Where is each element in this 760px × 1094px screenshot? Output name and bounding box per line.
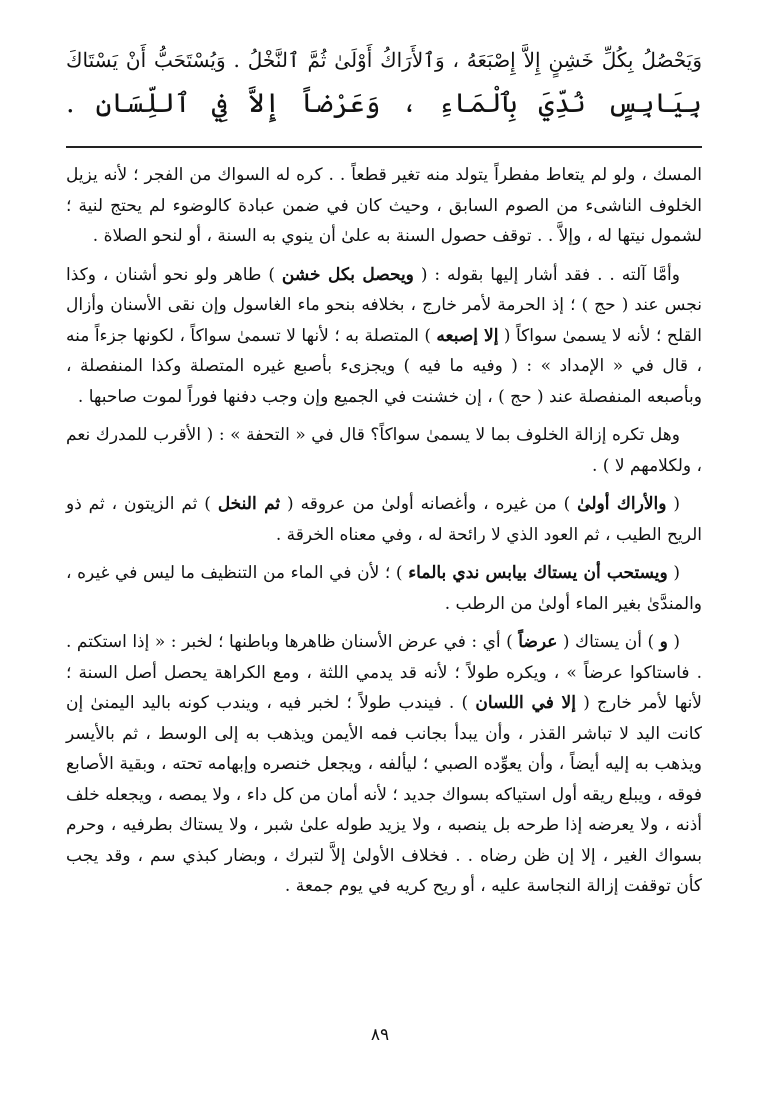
commentary-text: ) من غيره ، وأغصانه أولىٰ من عروقه ( — [280, 494, 578, 514]
commentary-text: ) أي : في عرض الأسنان ظاهرها وباطنها ؛ لخبر : « إذا استكتم . . فاستاكوا عرضاً » ، ويكره طولاً ؛ لأنه قد يدمي اللثة ، ومع الكراهة يحصل أصل السنة ؛ لأنها لأمر خارج ( — [66, 632, 703, 713]
commentary-text: ) المتصلة به ؛ لأنها لا تسمىٰ سواكاً ، لكونها جزءاً منه ، قال في « الإمداد » : ( وفيه ما فيه ) ويجزىء بأصبع غيره المتصلة وكذا المنفصلة ، وبأصبعه المنفصلة عند ( حج ) ، إن خشنت في الجميع وإن وجب دفنها فوراً لموت صاحبها . — [66, 325, 702, 407]
quoted-main-text: ثم النخل — [217, 494, 281, 514]
commentary-paragraph — [66, 627, 702, 902]
main-text-line-1: وَيَحْصُلُ بِكُلِّ خَشِنٍ إِلاَّ إِصْبَعَهُ ، وَٱلأَرَاكُ أَوْلَىٰ ثُمَّ ٱلنَّخْلُ . وَيُسْتَحَبُّ أَنْ يَسْتَاكَ — [66, 48, 702, 72]
commentary-text: المسك ، ولو لم يتعاط مفطراً يتولد منه تغير قطعاً . . كره له السواك من الفجر ؛ لأنه يزيل الخلوف الناشىء من الصوم السابق ، وحيث كان في ضمن عبادة كالوضوء لم يحتج لنية ؛ لشمول نيتها له ، وإلاَّ . . توقف حصول السنة به علىٰ أن ينوي به السنة ، أو لنحو الصلاة . — [66, 165, 702, 246]
commentary-block — [66, 160, 702, 902]
quoted-main-text: عرضاً — [518, 632, 558, 652]
quoted-main-text: إلا في اللسان — [475, 693, 576, 713]
commentary-paragraph — [66, 160, 702, 252]
page-body — [66, 38, 702, 910]
commentary-text: ) ثم الزيتون ، ثم ذو الريح الطيب ، ثم العود الذي لا رائحة له ، وفي معناه الخرقة . — [66, 494, 702, 545]
commentary-text: ) طاهر ولو نحو أشنان ، وكذا نجس عند ( حج ) ؛ إذ الحرمة لأمر خارج ، بخلافه بنحو ماء الغاسول وإن نقى الأسنان وأزال القلح ؛ لأنه لا يسمىٰ سواكاً ( — [66, 264, 702, 346]
main-text-line-2: بِيَابِسٍ نُدِّيَ بِٱلْمَاءِ ، وَعَرْضاً إِلاَّ فِي ٱللِّسَانِ . — [66, 88, 702, 119]
commentary-text: ( — [667, 632, 680, 652]
commentary-text: وأمَّا آلته . . فقد أشار إليها بقوله : ( — [413, 264, 680, 285]
main-text-block — [66, 38, 702, 126]
commentary-paragraph — [66, 558, 702, 619]
commentary-text: ( — [666, 494, 680, 514]
commentary-text: ) ؛ لأن في الماء من التنظيف ما ليس في غيره ، والمندَّىٰ بغير الماء أولىٰ من الرطب . — [66, 563, 702, 614]
commentary-paragraph — [66, 260, 702, 413]
commentary-text: ) . فيندب طولاً ؛ لخبر فيه ، ويندب كونه باليد اليمنىٰ إن كانت اليد لا تباشر القذر ، وأن يبدأ بجانب فمه الأيمن ويذهب به إلى الوسط ، ثم بالأيسر ويذهب به إليه أيضاً ، وأن يعوِّده الصبي ؛ ليألفه ، ويجعل خنصره وإبهامه تحته ، وبقية الأصابع فوقه ، ويبلع ريقه أول استياكه بسواك جديد ؛ لأنه أمان من كل داء ، ولا يمصه ، ويجعله خلف أذنه ، ولا يعرضه إذا طرحه بل ينصبه ، ولا يزيد طوله علىٰ شبر ، ولا يستاك بطرفيه ، وحرم بسواك الغير ، إلا إن ظن رضاه . . فخلاف الأولىٰ إلاَّ لتبرك ، وبضار كبذي سم ، وقد يجب كأن توقفت إزالة النجاسة عليه ، أو ريح كريه في يوم جمعة . — [66, 693, 702, 896]
quoted-main-text: ويستحب أن يستاك بيابس ندي بالماء — [408, 563, 668, 583]
quoted-main-text: ويحصل بكل خشن — [281, 264, 414, 285]
quoted-main-text: و — [659, 632, 668, 652]
commentary-text: ( — [667, 563, 680, 583]
commentary-text: ) أن يستاك ( — [557, 632, 660, 652]
commentary-paragraph — [66, 489, 702, 550]
separator-rule — [66, 146, 702, 148]
commentary-text: وهل تكره إزالة الخلوف بما لا يسمىٰ سواكاً؟ قال في « التحفة » : ( الأقرب للمدرك نعم ، ولكلامهم لا ) . — [66, 425, 702, 476]
page-number: ٨٩ — [370, 1025, 390, 1045]
quoted-main-text: إلا إصبعه — [436, 325, 499, 346]
quoted-main-text: والأراك أولىٰ — [577, 494, 667, 514]
commentary-paragraph — [66, 420, 702, 481]
